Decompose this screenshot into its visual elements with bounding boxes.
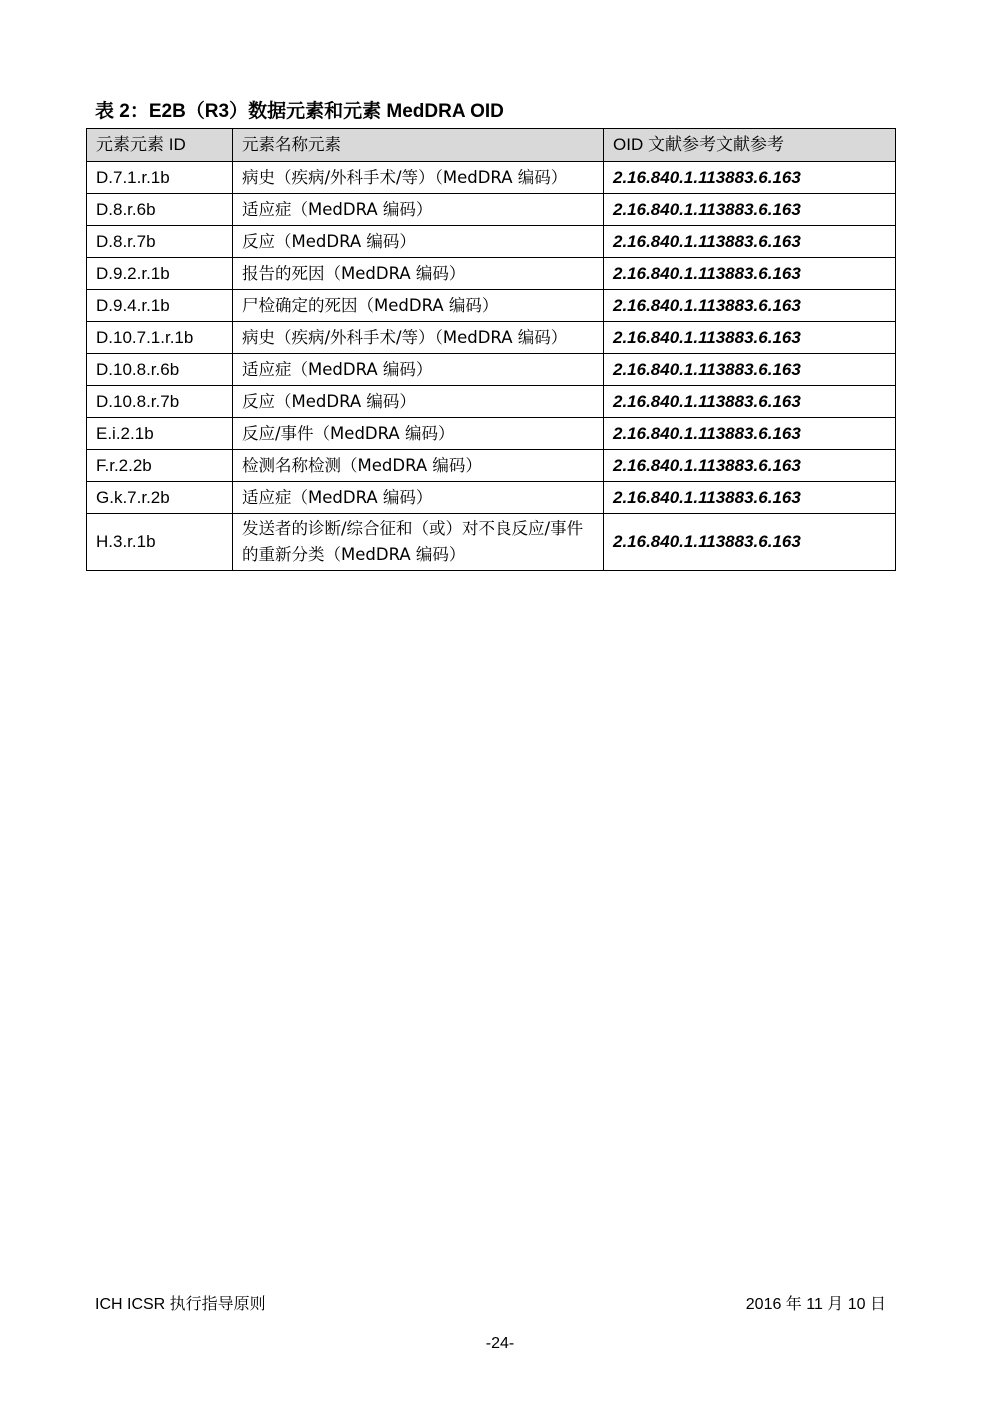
- element-name-cell: 发送者的诊断/综合征和（或）对不良反应/事件的重新分类（MedDRA 编码）: [233, 514, 604, 571]
- table-row: [87, 386, 896, 418]
- header-element-id: 元素元素 ID: [87, 129, 233, 162]
- element-id-cell: H.3.r.1b: [87, 514, 233, 571]
- element-id-cell: D.10.7.1.r.1b: [87, 322, 233, 354]
- element-name-cell: 适应症（MedDRA 编码）: [233, 482, 604, 514]
- footer-document-title: ICH ICSR 执行指导原则: [95, 1296, 266, 1313]
- element-id-cell: D.9.2.r.1b: [87, 258, 233, 290]
- oid-cell: 2.16.840.1.113883.6.163: [604, 354, 896, 386]
- element-name-cell: 报告的死因（MedDRA 编码）: [233, 258, 604, 290]
- oid-cell: 2.16.840.1.113883.6.163: [604, 258, 896, 290]
- table-row: [87, 354, 896, 386]
- element-id-cell: D.8.r.6b: [87, 194, 233, 226]
- table-row: [87, 162, 896, 194]
- oid-cell: 2.16.840.1.113883.6.163: [604, 226, 896, 258]
- table-caption: 表 2：E2B（R3）数据元素和元素 MedDRA OID: [95, 101, 504, 122]
- oid-cell: 2.16.840.1.113883.6.163: [604, 450, 896, 482]
- oid-cell: 2.16.840.1.113883.6.163: [604, 290, 896, 322]
- oid-cell: 2.16.840.1.113883.6.163: [604, 194, 896, 226]
- table-row: [87, 290, 896, 322]
- element-name-cell: 病史（疾病/外科手术/等）（MedDRA 编码）: [233, 322, 604, 354]
- element-name-cell: 病史（疾病/外科手术/等）（MedDRA 编码）: [233, 162, 604, 194]
- element-name-cell: 反应（MedDRA 编码）: [233, 386, 604, 418]
- element-id-cell: D.10.8.r.7b: [87, 386, 233, 418]
- element-name-cell: 检测名称检测（MedDRA 编码）: [233, 450, 604, 482]
- table-header-row: [87, 129, 896, 162]
- footer-date: 2016 年 11 月 10 日: [745, 1296, 886, 1313]
- element-id-cell: E.i.2.1b: [87, 418, 233, 450]
- table-row: [87, 418, 896, 450]
- oid-cell: 2.16.840.1.113883.6.163: [604, 386, 896, 418]
- element-id-cell: D.9.4.r.1b: [87, 290, 233, 322]
- element-name-cell: 适应症（MedDRA 编码）: [233, 354, 604, 386]
- oid-cell: 2.16.840.1.113883.6.163: [604, 322, 896, 354]
- table-row: [87, 258, 896, 290]
- header-element-name: 元素名称元素: [233, 129, 604, 162]
- oid-cell: 2.16.840.1.113883.6.163: [604, 418, 896, 450]
- table-row: [87, 194, 896, 226]
- oid-cell: 2.16.840.1.113883.6.163: [604, 514, 896, 571]
- table-row: [87, 514, 896, 571]
- oid-cell: 2.16.840.1.113883.6.163: [604, 482, 896, 514]
- element-name-cell: 尸检确定的死因（MedDRA 编码）: [233, 290, 604, 322]
- table-row: [87, 450, 896, 482]
- oid-cell: 2.16.840.1.113883.6.163: [604, 162, 896, 194]
- element-id-cell: D.8.r.7b: [87, 226, 233, 258]
- page-number: -24-: [485, 1335, 515, 1352]
- element-name-cell: 反应/事件（MedDRA 编码）: [233, 418, 604, 450]
- element-name-cell: 反应（MedDRA 编码）: [233, 226, 604, 258]
- table-row: [87, 482, 896, 514]
- oid-table: [86, 128, 896, 571]
- header-oid-reference: OID 文献参考文献参考: [604, 129, 896, 162]
- element-name-cell: 适应症（MedDRA 编码）: [233, 194, 604, 226]
- table-row: [87, 322, 896, 354]
- table-row: [87, 226, 896, 258]
- element-id-cell: G.k.7.r.2b: [87, 482, 233, 514]
- element-id-cell: D.7.1.r.1b: [87, 162, 233, 194]
- element-id-cell: F.r.2.2b: [87, 450, 233, 482]
- element-id-cell: D.10.8.r.6b: [87, 354, 233, 386]
